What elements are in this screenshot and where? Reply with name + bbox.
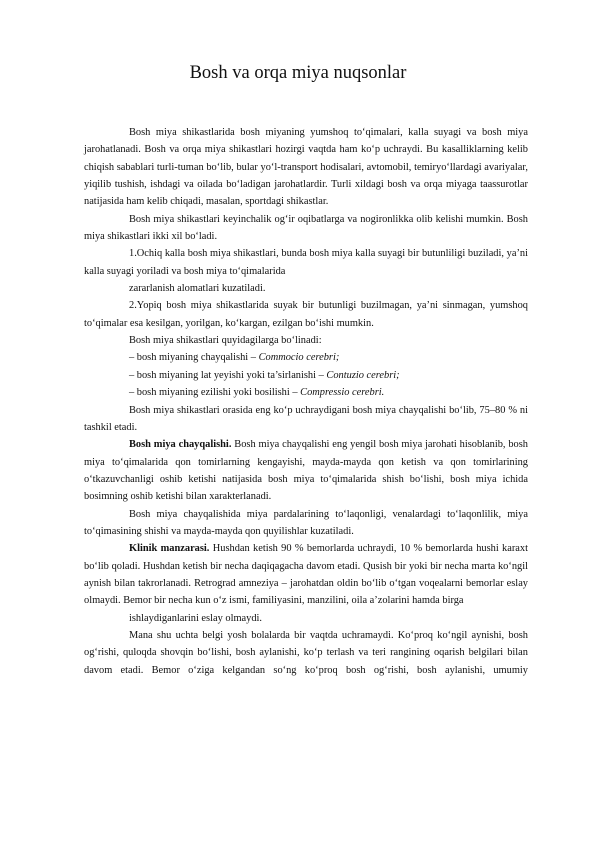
paragraph-consequences: Bosh miya shikastlari keyinchalik og‘ir oqibatlarga va nogironlikka olib kelishi mumkin. Bosh miya shikastlari ikki xil bo‘ladi. xyxy=(84,213,528,243)
paragraph-closed-injury: 2.Yopiq bosh miya shikastlarida suyak bir butunligi buzilmagan, ya’ni sinmagan, yumshoq to‘qimalar esa kesilgan, yorilgan, ko‘kargan, ezilgan bo‘ishi mumkin. xyxy=(84,300,528,329)
paragraph-classification: Bosh miya shikastlari quyidagilarga bo‘linadi: xyxy=(129,335,322,347)
paragraph-children: Mana shu uchta belgi yosh bolalarda bir vaqtda uchramaydi. Ko‘proq ko‘ngil aynishi, bosh og‘rishi, quloqda shovqin bo‘lishi, bosh aylanishi, ko‘p terlash va teri rangining oqarish belgilari bilan davom etadi. Bemor o‘ziga kelgandan so‘ng ko‘proq bosh og‘rishi, bosh aylanishi, umumiy xyxy=(84,629,528,676)
heading-clinical: Klinik manzarasi. xyxy=(129,543,210,555)
list-item: – bosh miyaning lat yeyishi yoki ta’sirlanishi – Contuzio cerebri; xyxy=(129,369,400,381)
list-item: – bosh miyaning ezilishi yoki bosilishi – Compressio cerebri. xyxy=(129,387,385,399)
paragraph-open-injury-cont: zararlanish alomatlari kuzatiladi. xyxy=(129,283,266,295)
list-item: – bosh miyaning chayqalishi – Commocio cerebri; xyxy=(129,352,340,364)
document-body xyxy=(84,124,528,679)
paragraph-concussion: Bosh miya chayqalishi. Bosh miya chayqalishi eng yengil bosh miya jarohati hisoblanib, bosh miya to‘qimalarida qon tomirlarning kengayishi, mayda-mayda qon ketish va qon tomirlarining o‘tkazuvchanligi oshib ketishi natijasida bosh miya to‘qimalarida shish bo‘lishi, bosh miya ichida bosimning oshib ketishi bilan xarakterlanadi. xyxy=(84,439,528,503)
page-title: Bosh va orqa miya nuqsonlar xyxy=(189,63,407,83)
paragraph-frequency: Bosh miya shikastlari orasida eng ko‘p uchraydigani bosh miya chayqalishi bo‘lib, 75–80 % ni tashkil etadi. xyxy=(84,404,528,433)
heading-concussion: Bosh miya chayqalishi. xyxy=(129,439,232,451)
paragraph-concussion-findings: Bosh miya chayqalishida miya pardalarining to‘laqonligi, venalardagi to‘laqonlilik, miya to‘qimasining shishi va mayda-mayda qon quyilishlar kuzatiladi. xyxy=(84,508,528,537)
paragraph-clinical: Klinik manzarasi. Hushdan ketish 90 % bemorlarda uchraydi, 10 % bemorlarda hushi karaxt bo‘lib qoladi. Hushdan ketish bir necha daqiqagacha davom etadi. Qusish bir yoki bir necha marta ko‘ngil aynish bilan takrorlanadi. Retrograd amneziya – jarohatdan oldin bo‘lib o‘tgan voqealarni bemorlar eslay olmaydi. Bemor bir necha kun o‘z ismi, familiyasini, manzilini, oila a’zolarini hamda birga xyxy=(84,543,529,607)
paragraph-clinical-cont: ishlaydiganlarini eslay olmaydi. xyxy=(129,612,263,624)
paragraph-intro: Bosh miya shikastlarida bosh miyaning yumshoq to‘qimalari, kalla suyagi va bosh miya jarohatlanadi. Bosh va orqa miya shikastlari hozirgi vaqtda ham ko‘p uchraydi. Bu kasalliklarning kelib chiqish sabablari turli-tuman bo‘lib, bular yo‘l-transport hodisalari, avtomobil, temiryo‘llardagi avariyalar, yiqilib tushish, ishdagi va oilada bo‘ladigan jarohatlardir. Turli xildagi bosh va orqa miyaga taassurotlar natijasida ham kelib chiqadi, masalan, sportdagi shikastlar. xyxy=(84,127,528,208)
paragraph-open-injury: 1.Ochiq kalla bosh miya shikastlari, bunda bosh miya kalla suyagi bir butunliligi buziladi, ya’ni kalla suyagi yoriladi va bosh miya to‘qimalarida xyxy=(84,248,528,277)
